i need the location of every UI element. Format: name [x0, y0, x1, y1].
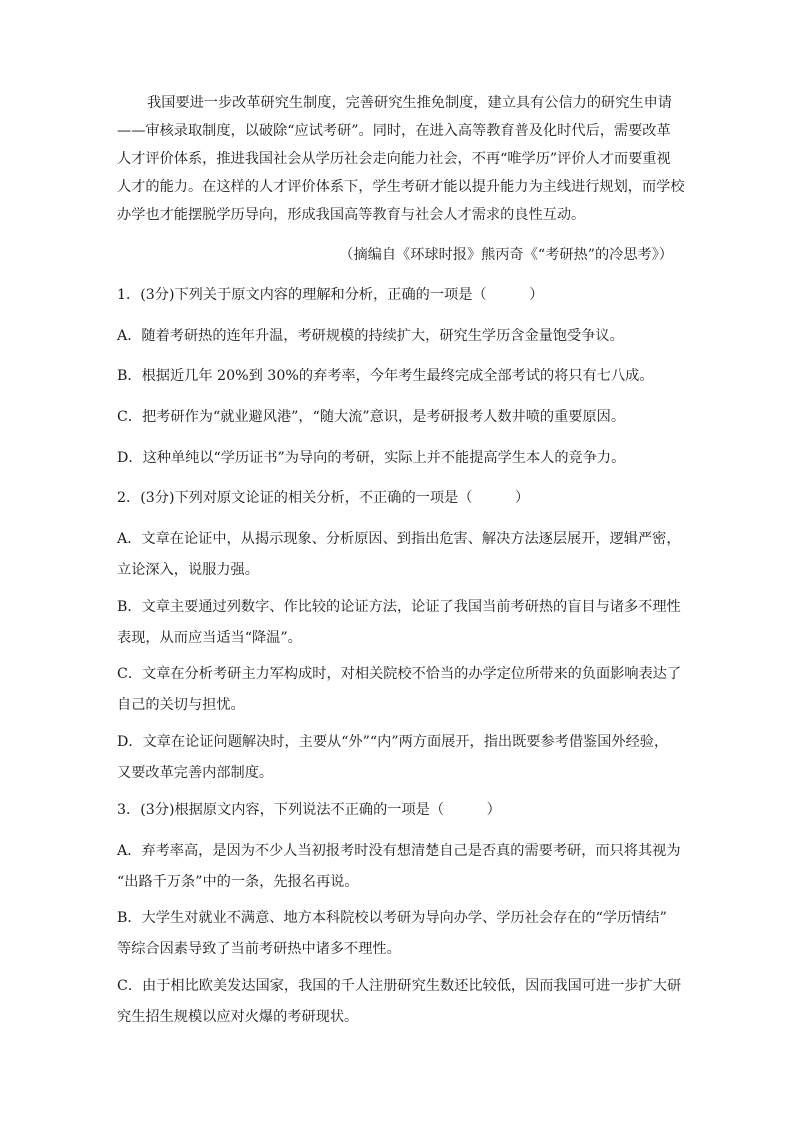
q2-option-a [117, 524, 679, 586]
passage-line: 我国要进一步改革研究生制度，完善研究生推免制度，建立具有公信力的研究生申请 [147, 95, 672, 111]
option-line: 等综合因素导致了当前考研热中诸多不理性。 [117, 941, 401, 957]
passage-line: 人才评价体系，推进我国社会从学历社会走向能力社会，不再“唯学历”评价人才而要重视 [117, 151, 671, 167]
option-line: “出路千万条”中的一条，先报名再说。 [117, 874, 359, 890]
option-line: C．文章在分析考研主力军构成时，对相关院校不恰当的办学定位所带来的负面影响表达了 [117, 666, 682, 682]
q3-option-c [117, 971, 682, 1033]
option-line: 又要改革完善内部制度。 [117, 765, 274, 781]
option-line: A．弃考率高，是因为不少人当初报考时没有想清楚自己是否真的需要考研，而只将其视为 [117, 843, 681, 859]
option-line: 自己的关切与担忧。 [117, 697, 245, 713]
question-3-stem: 3．(3分)根据原文内容，下列说法不正确的一项是（ ） [117, 802, 501, 818]
passage-line: ——审核录取制度，以破除“应试考研”。同时，在进入高等教育普及化时代后，需要改革 [117, 123, 671, 139]
passage-source: （摘编自《环球时报》熊丙奇《“考研热”的冷思考》） [339, 247, 673, 263]
option-line: A．文章在论证中，从揭示现象、分析原因、到指出危害、解决方法逐层展开，逻辑严密， [117, 531, 681, 547]
q2-option-d [117, 727, 679, 789]
question-2-stem: 2．(3分)下列对原文论证的相关分析，不正确的一项是（ ） [117, 490, 530, 506]
passage-line: 办学也才能摆脱学历导向，形成我国高等教育与社会人才需求的良性互动。 [117, 207, 586, 223]
question-1-stem: 1．(3分)下列关于原文内容的理解和分析，正确的一项是（ ） [117, 287, 544, 303]
q2-option-c [117, 659, 682, 721]
option-line: 表现，从而应当适当“降温”。 [117, 630, 302, 646]
option-line: D．文章在论证问题解决时，主要从“外”“内”两方面展开，指出既要参考借鉴国外经验， [117, 734, 669, 750]
q2-option-b [117, 592, 679, 654]
passage-line: 人才的能力。在这样的人才评价体系下，学生考研才能以提升能力为主线进行规划，而学校 [117, 179, 685, 195]
q3-option-b [117, 903, 679, 965]
option-line: 究生招生规模以应对火爆的考研现状。 [117, 1009, 359, 1025]
option-line: B．大学生对就业不满意、地方本科院校以考研为导向办学、学历社会存在的“学历情结” [117, 910, 667, 926]
option-line: C．由于相比欧美发达国家，我国的千人注册研究生数还比较低，因而我国可进一步扩大研 [117, 978, 682, 994]
option-line: 立论深入，说服力强。 [117, 562, 259, 578]
q3-option-a [117, 836, 679, 898]
q1-option-d: D．这种单纯以“学历证书”为导向的考研，实际上并不能提高学生本人的竞争力。 [117, 450, 626, 466]
passage-paragraph [117, 89, 685, 229]
q1-option-c: C．把考研作为“就业避风港”，“随大流”意识，是考研报考人数井喷的重要原因。 [117, 409, 626, 425]
q1-option-a: A．随着考研热的连年升温，考研规模的持续扩大，研究生学历含金量饱受争议。 [117, 328, 624, 344]
q1-option-b: B．根据近几年 20%到 30%的弃考率，今年考生最终完成全部考试的将只有七八成。 [117, 368, 654, 384]
option-line: B．文章主要通过列数字、作比较的论证方法，论证了我国当前考研热的盲目与诸多不理性 [117, 599, 681, 615]
